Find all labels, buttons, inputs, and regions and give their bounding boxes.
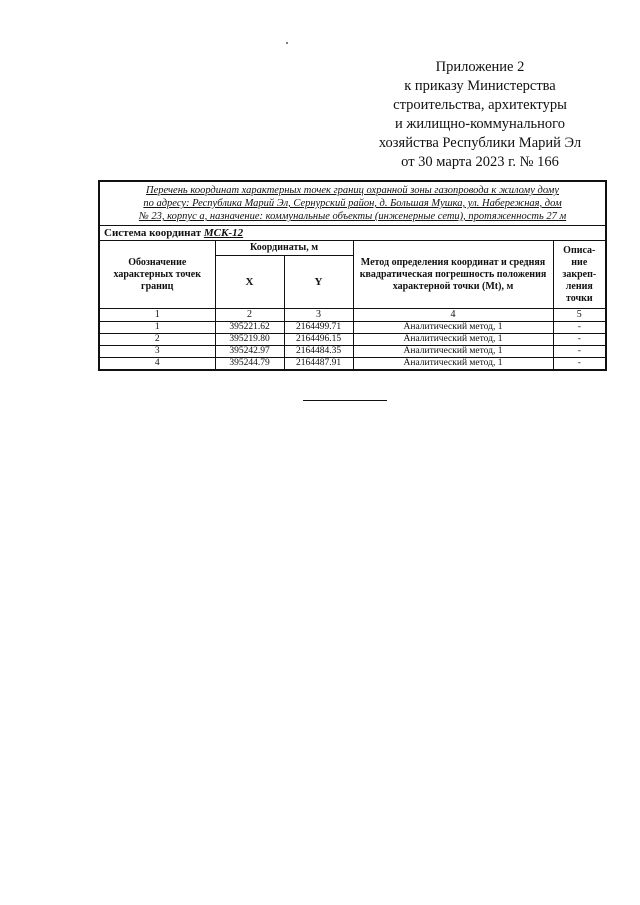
coord-y: 2164484.35 xyxy=(284,346,353,358)
coordinate-system-name: МСК-12 xyxy=(203,227,244,239)
col-number: 2 xyxy=(215,309,284,322)
caption-line: Перечень координат характерных точек границ охранной зоны газопровода к жилому дому xyxy=(146,185,560,196)
coord-x: 395242.97 xyxy=(215,346,284,358)
coord-y: 2164499.71 xyxy=(284,322,353,334)
table-row xyxy=(99,346,606,358)
header-line: от 30 марта 2023 г. № 166 xyxy=(401,154,559,170)
header-line: и жилищно-коммунального xyxy=(394,116,566,132)
col-number: 5 xyxy=(553,309,606,322)
header-line: хозяйства Республики Марий Эл xyxy=(378,135,582,151)
coord-x: 395219.80 xyxy=(215,334,284,346)
col-header-method: Метод определения координат и средняя квадратическая погрешность положения характерной точки (Mt), м xyxy=(353,241,553,309)
column-numbers-row xyxy=(99,309,606,322)
method: Аналитический метод, 1 xyxy=(353,322,553,334)
point-id: 4 xyxy=(99,358,215,371)
col-number: 3 xyxy=(284,309,353,322)
table-caption xyxy=(99,181,606,226)
table-row xyxy=(99,334,606,346)
point-id: 2 xyxy=(99,334,215,346)
col-header-y: Y xyxy=(284,256,353,309)
col-header-coords: Координаты, м xyxy=(215,241,353,256)
description: - xyxy=(553,322,606,334)
col-number: 4 xyxy=(353,309,553,322)
method: Аналитический метод, 1 xyxy=(353,358,553,371)
header-line: Приложение 2 xyxy=(435,59,525,75)
point-id: 3 xyxy=(99,346,215,358)
header-line: строительства, архитектуры xyxy=(393,97,567,113)
coord-x: 395221.62 xyxy=(215,322,284,334)
scan-dot xyxy=(286,42,288,44)
description: - xyxy=(553,346,606,358)
closing-rule xyxy=(303,400,387,401)
col-header-designation: Обозначение характерных точек границ xyxy=(99,241,215,309)
coordinate-system-row xyxy=(99,226,606,241)
coord-x: 395244.79 xyxy=(215,358,284,371)
header-line: к приказу Министерства xyxy=(404,78,556,94)
coordinates-table xyxy=(98,180,607,371)
method: Аналитический метод, 1 xyxy=(353,346,553,358)
col-header-x: X xyxy=(215,256,284,309)
description: - xyxy=(553,358,606,371)
caption-line: № 23, корпус а, назначение: коммунальные объекты (инженерные сети), протяженность 27 м xyxy=(138,211,567,222)
point-id: 1 xyxy=(99,322,215,334)
coordinate-system-label: Система координат xyxy=(104,227,202,239)
table-row xyxy=(99,358,606,371)
appendix-header xyxy=(360,58,600,172)
col-header-description: Описа-ние закреп-ления точки xyxy=(553,241,606,309)
description: - xyxy=(553,334,606,346)
method: Аналитический метод, 1 xyxy=(353,334,553,346)
coord-y: 2164496.15 xyxy=(284,334,353,346)
col-number: 1 xyxy=(99,309,215,322)
coord-y: 2164487.91 xyxy=(284,358,353,371)
caption-line: по адресу: Республика Марий Эл, Сернурский район, д. Большая Мушка, ул. Набережная, дом xyxy=(143,198,562,209)
table-row xyxy=(99,322,606,334)
